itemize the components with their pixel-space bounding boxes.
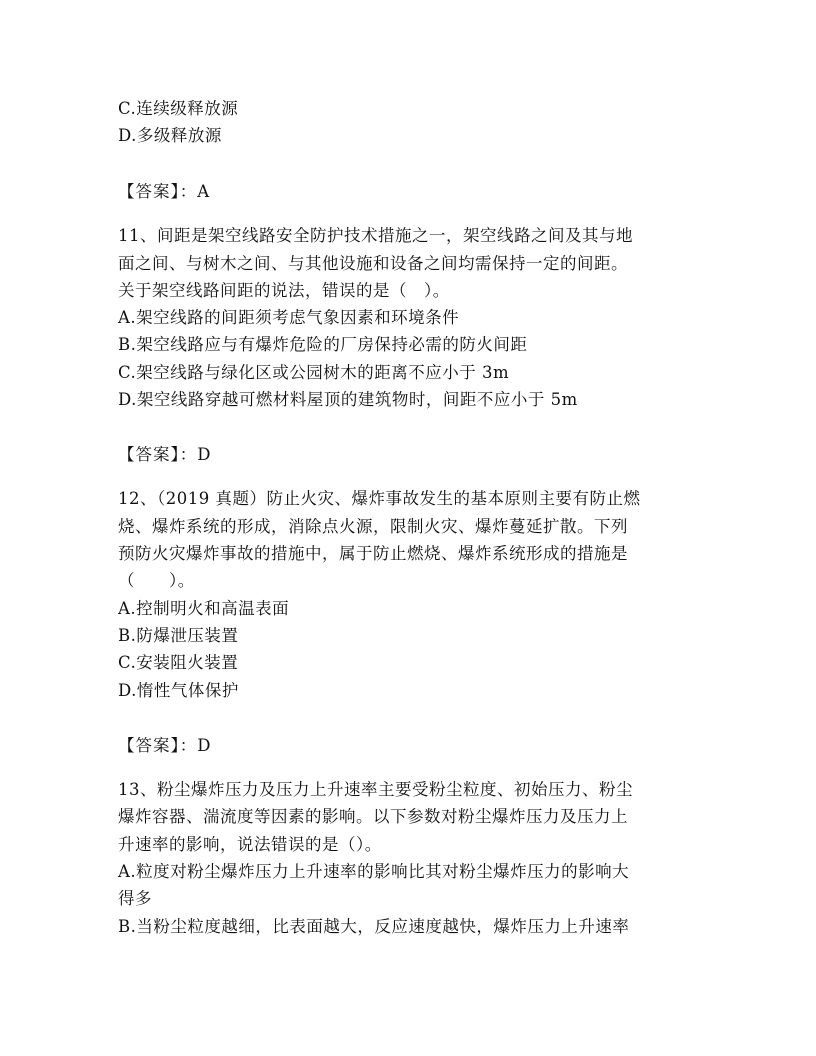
q12-answer: 【答案】：D — [118, 736, 212, 755]
q12-stem-line-3: 预防火灾爆炸事故的措施中，属于防止燃烧、爆炸系统形成的措施是 — [118, 544, 628, 563]
q12-option-b: B.防爆泄压装置 — [118, 626, 239, 645]
q13-stem-line-3: 升速率的影响，说法错误的是（）。 — [118, 835, 382, 854]
q11-option-a: A.架空线路的间距须考虑气象因素和环境条件 — [118, 308, 460, 327]
q13-option-b: B.当粉尘粒度越细，比表面越大，反应速度越快，爆炸压力上升速率 — [118, 917, 630, 936]
q12-option-d: D.惰性气体保护 — [118, 681, 239, 700]
q12-stem-line-2: 烧、爆炸系统的形成，消除点火源，限制火灾、爆炸蔓延扩散。下列 — [118, 517, 628, 536]
prev-answer: 【答案】：A — [118, 182, 211, 201]
prev-option-c: C.连续级释放源 — [118, 99, 239, 118]
q13-option-a: A.粒度对粉尘爆炸压力上升速率的影响比其对粉尘爆炸压力的影响大 — [118, 862, 630, 881]
q13-stem-line-1: 13、粉尘爆炸压力及压力上升速率主要受粉尘粒度、初始压力、粉尘 — [118, 780, 633, 799]
q11-option-b: B.架空线路应与有爆炸危险的厂房保持必需的防火间距 — [118, 335, 528, 354]
q11-option-d: D.架空线路穿越可燃材料屋顶的建筑物时，间距不应小于 5m — [118, 390, 578, 409]
q11-answer: 【答案】：D — [118, 445, 212, 464]
q12-stem-line-1: 12、（2019 真题）防止火灾、爆炸事故发生的基本原则主要有防止燃 — [118, 489, 641, 508]
q12-option-c: C.安装阻火装置 — [118, 653, 239, 672]
q11-stem-line-3: 关于架空线路间距的说法，错误的是（ ）。 — [118, 281, 450, 300]
q11-stem-line-2: 面之间、与树木之间、与其他设施和设备之间均需保持一定的间距。 — [118, 254, 628, 273]
q11-option-c: C.架空线路与绿化区或公园树木的距离不应小于 3m — [118, 363, 510, 382]
q13-stem-line-2: 爆炸容器、湍流度等因素的影响。以下参数对粉尘爆炸压力及压力上 — [118, 807, 628, 826]
q12-stem-line-4: （ ）。 — [118, 571, 195, 590]
q12-option-a: A.控制明火和高温表面 — [118, 599, 290, 618]
q11-stem-line-1: 11、间距是架空线路安全防护技术措施之一，架空线路之间及其与地 — [118, 226, 633, 245]
q13-option-a-cont: 得多 — [118, 889, 152, 908]
prev-option-d: D.多级释放源 — [118, 126, 222, 145]
